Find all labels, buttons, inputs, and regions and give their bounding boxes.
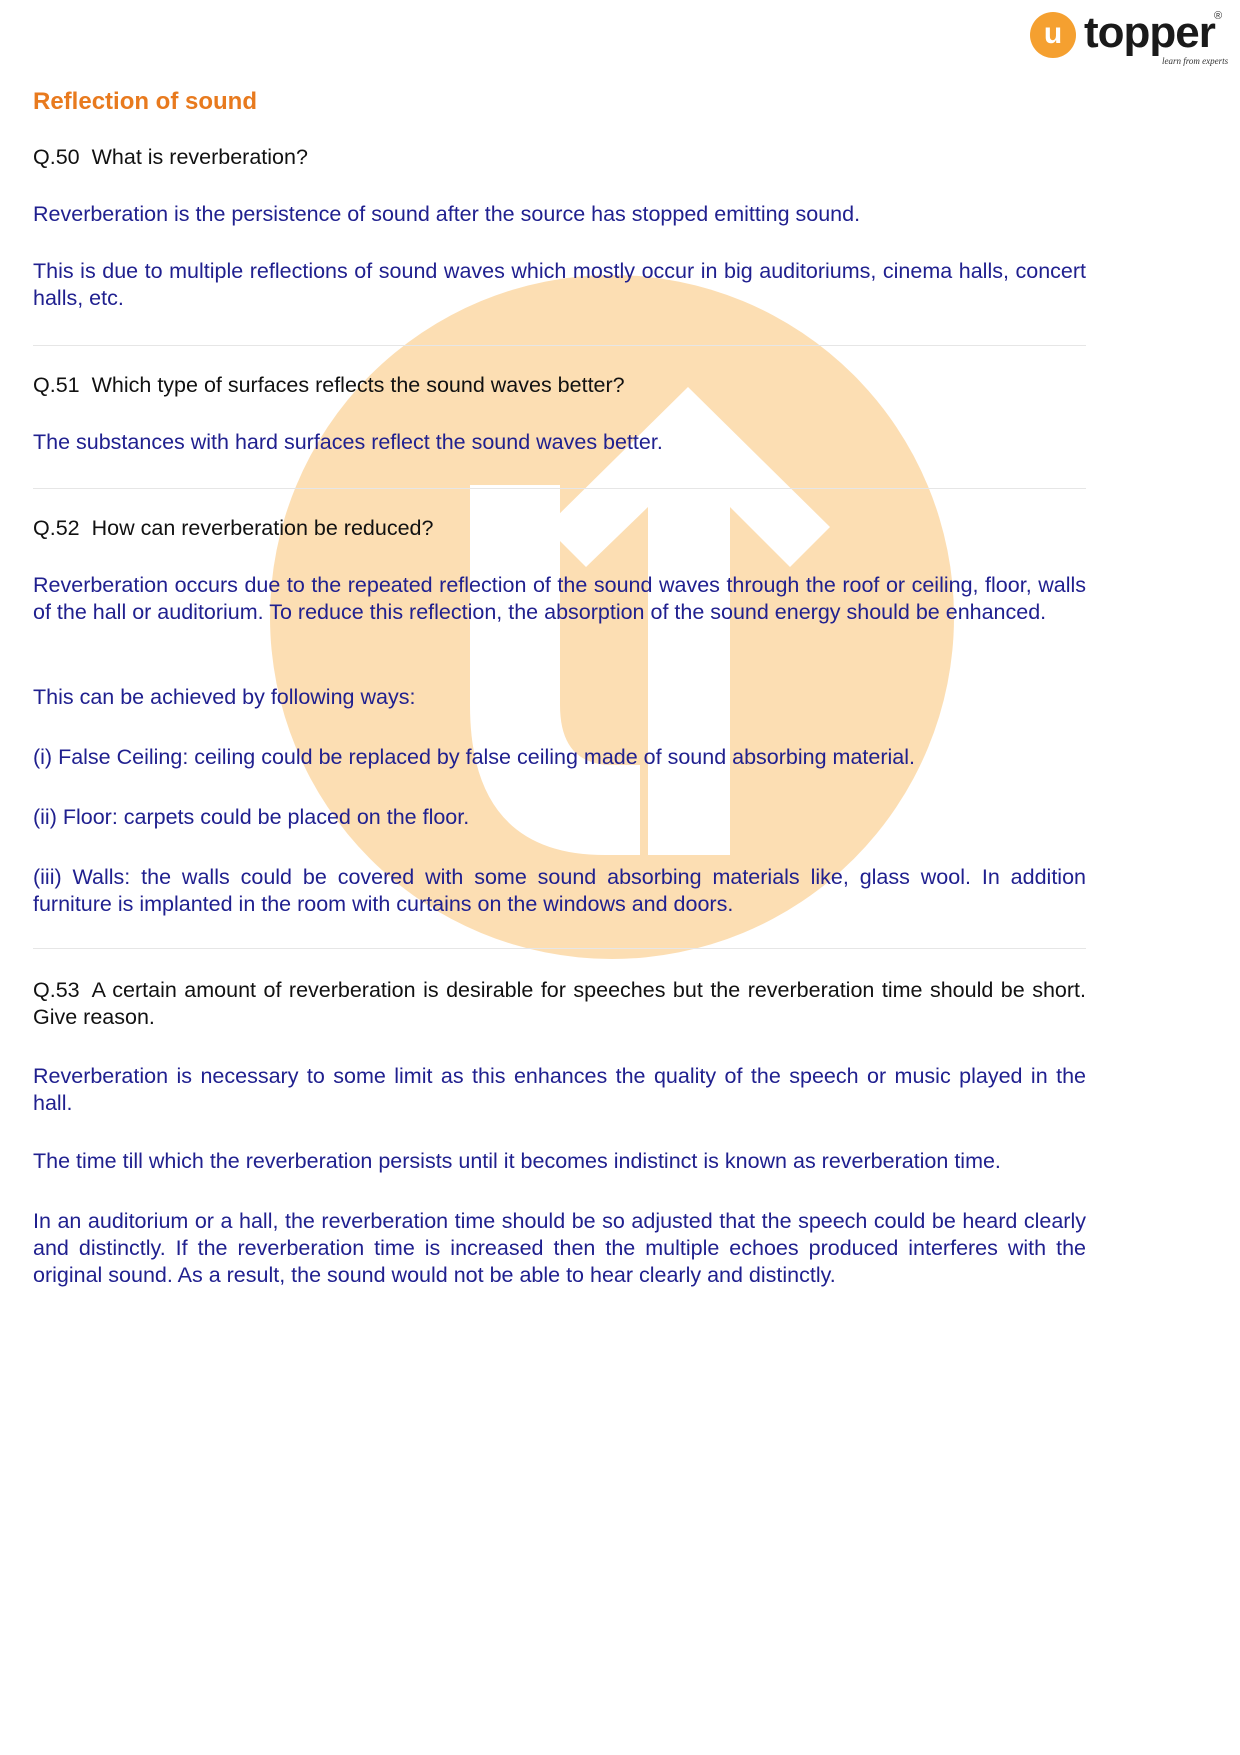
- question-53: [33, 977, 1086, 1031]
- answer-paragraph: Reverberation is the persistence of sound after the source has stopped emitting sound.: [33, 202, 861, 226]
- question-number: Q.50: [33, 145, 80, 169]
- question-text: What is reverberation?: [91, 145, 308, 169]
- answer-paragraph: This is due to multiple reflections of sound waves which mostly occur in big auditoriums, cinema halls, concert halls, etc.: [33, 259, 1086, 310]
- brand-logo: [1030, 10, 1230, 70]
- answer-paragraph: The time till which the reverberation persists until it becomes indistinct is known as reverberation time.: [33, 1149, 1001, 1173]
- question-51: [33, 372, 1086, 399]
- question-number: Q.51: [33, 373, 80, 397]
- section-title: Reflection of sound: [33, 88, 257, 115]
- question-text: A certain amount of reverberation is desirable for speeches but the reverberation time should be short. Give reason.: [33, 978, 1086, 1029]
- answer-list-item: (iii) Walls: the walls could be covered with some sound absorbing materials like, glass wool. In addition furniture is implanted in the room with curtains on the windows and doors.: [33, 865, 1086, 916]
- answer-paragraph: Reverberation occurs due to the repeated reflection of the sound waves through the roof or ceiling, floor, walls of the hall or auditorium. To reduce this reflection, the absorption of the sound energy should be enhanced.: [33, 573, 1086, 624]
- answer-paragraph: Reverberation is necessary to some limit as this enhances the quality of the speech or music played in the hall.: [33, 1064, 1086, 1115]
- answer-list-item: (i) False Ceiling: ceiling could be replaced by false ceiling made of sound absorbing material.: [33, 745, 915, 769]
- logo-wordmark: topper: [1084, 8, 1215, 57]
- section-divider: [33, 948, 1086, 949]
- question-52: [33, 515, 1086, 542]
- question-number: Q.53: [33, 978, 80, 1002]
- logo-tagline: learn from experts: [1162, 56, 1229, 66]
- logo-mark-icon: u: [1030, 12, 1076, 58]
- question-text: How can reverberation be reduced?: [91, 516, 434, 540]
- answer-list-item: (ii) Floor: carpets could be placed on the floor.: [33, 805, 470, 829]
- question-number: Q.52: [33, 516, 80, 540]
- section-divider: [33, 345, 1086, 346]
- answer-paragraph: The substances with hard surfaces reflect the sound waves better.: [33, 430, 663, 454]
- answer-paragraph: This can be achieved by following ways:: [33, 685, 416, 709]
- question-text: Which type of surfaces reflects the sound waves better?: [91, 373, 625, 397]
- registered-mark: ®: [1214, 10, 1223, 22]
- question-50: [33, 144, 1086, 171]
- answer-paragraph: In an auditorium or a hall, the reverberation time should be so adjusted that the speech could be heard clearly and distinctly. If the reverberation time is increased then the multiple echoes produced interferes with the original sound. As a result, the sound would not be able to hear clearly and distinctly.: [33, 1209, 1086, 1287]
- section-divider: [33, 488, 1086, 489]
